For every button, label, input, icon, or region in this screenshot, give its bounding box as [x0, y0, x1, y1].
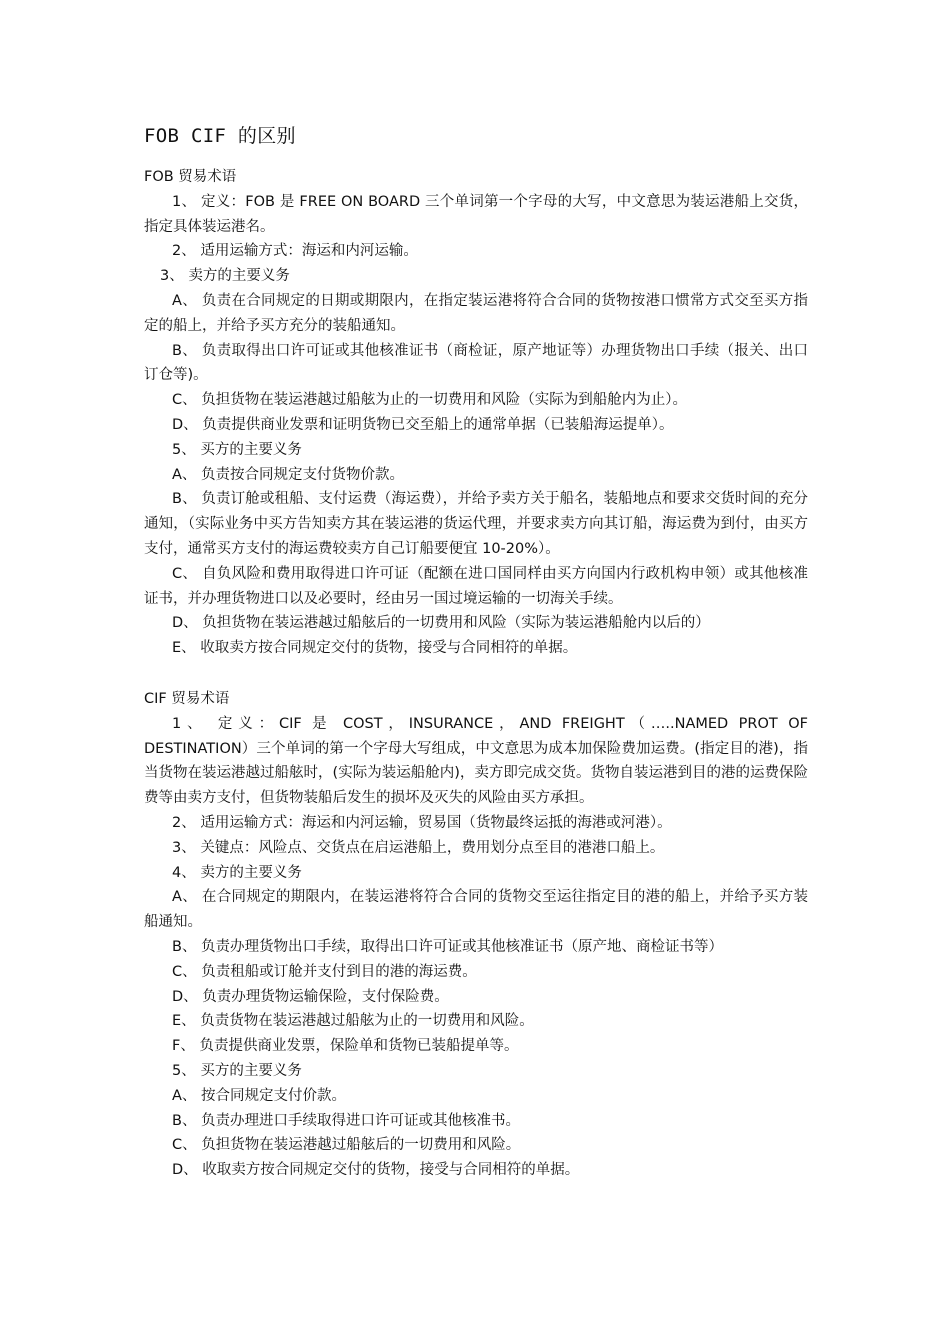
paragraph: 3、 卖方的主要义务: [160, 268, 290, 285]
paragraph: B、 负责订舱或租船、支付运费（海运费），并给予卖方关于船名，装船地点和要求交货时间的充分通知，（实际业务中买方告知卖方其在装运港的货运代理，并要求卖方向其订船，海运费为到付，由买方支付，通常买方支付的海运费较卖方自己订船要便宜 10-20%）。: [144, 491, 808, 557]
paragraph: 2、 适用运输方式：海运和内河运输。: [172, 243, 418, 260]
paragraph: 1、 定义：CIF 是 COST，INSURANCE，AND FREIGHT（…..NAMED PROT OF DESTINATION）三个单词的第一个字母大写组成，中文意思为成本加保险费加运费。(指定目的港)，指当货物在装运港越过船舷时，(实际为装运船舱内)，卖方即完成交货。货物自装运港到目的港的运费保险费等由卖方支付，但货物装船后发生的损坏及灭失的风险由买方承担。: [144, 715, 808, 807]
paragraph: 1、 定义：FOB 是 FREE ON BOARD 三个单词第一个字母的大写，中文意思为装运港船上交货，指定具体装运港名。: [144, 193, 808, 235]
section-heading: CIF 贸易术语: [144, 691, 230, 707]
paragraph: D、 负责提供商业发票和证明货物已交至船上的通常单据（已装船海运提单）。: [172, 416, 674, 433]
paragraph: C、 自负风险和费用取得进口许可证（配额在进口国同样由买方向国内行政机构申领）或其他核准证书，并办理货物进口以及必要时，经由另一国过境运输的一切海关手续。: [144, 565, 808, 607]
paragraph: 4、 卖方的主要义务: [172, 864, 302, 881]
paragraph: D、 负责办理货物运输保险，支付保险费。: [172, 988, 449, 1005]
paragraph: A、 在合同规定的期限内，在装运港将符合合同的货物交至运往指定目的港的船上，并给予买方装船通知。: [144, 889, 808, 931]
section-heading: FOB 贸易术语: [144, 169, 237, 185]
paragraph: C、 负担货物在装运港越过船舷为止的一切费用和风险（实际为到船舱内为止）。: [172, 392, 687, 409]
paragraph: 5、 买方的主要义务: [172, 1062, 302, 1079]
paragraph: B、 负责办理货物出口手续，取得出口许可证或其他核准证书（原产地、商检证书等）: [172, 938, 724, 955]
paragraph: A、 负责按合同规定支付货物价款。: [172, 466, 405, 483]
paragraph: B、 负责取得出口许可证或其他核准证书（商检证，原产地证等）办理货物出口手续（报关、出口订仓等)。: [144, 342, 808, 384]
page-title: FOB CIF 的区别: [144, 125, 296, 147]
paragraph: A、 按合同规定支付价款。: [172, 1087, 347, 1104]
paragraph: F、 负责提供商业发票，保险单和货物已装船提单等。: [172, 1038, 519, 1055]
paragraph: 5、 买方的主要义务: [172, 441, 302, 458]
paragraph: 3、 关键点：风险点、交货点在启运港船上，费用划分点至目的港港口船上。: [172, 839, 665, 856]
paragraph: C、 负担货物在装运港越过船舷后的一切费用和风险。: [172, 1137, 521, 1154]
paragraph: D、 收取卖方按合同规定交付的货物，接受与合同相符的单据。: [172, 1162, 580, 1179]
paragraph: E、 负责货物在装运港越过船舷为止的一切费用和风险。: [172, 1013, 534, 1030]
paragraph: 2、 适用运输方式：海运和内河运输，贸易国（货物最终运抵的海港或河港）。: [172, 814, 672, 831]
fob-section: [144, 165, 808, 661]
paragraph: B、 负责办理进口手续取得进口许可证或其他核准书。: [172, 1112, 521, 1129]
paragraph: A、 负责在合同规定的日期或期限内，在指定装运港将符合合同的货物按港口惯常方式交至买方指定的船上，并给予买方充分的装船通知。: [144, 292, 808, 334]
cif-section: [144, 687, 808, 1183]
paragraph: E、 收取卖方按合同规定交付的货物，接受与合同相符的单据。: [172, 640, 578, 657]
paragraph: C、 负责租船或订舱并支付到目的港的海运费。: [172, 963, 477, 980]
paragraph: D、 负担货物在装运港越过船舷后的一切费用和风险（实际为装运港船舱内以后的）: [172, 615, 710, 632]
